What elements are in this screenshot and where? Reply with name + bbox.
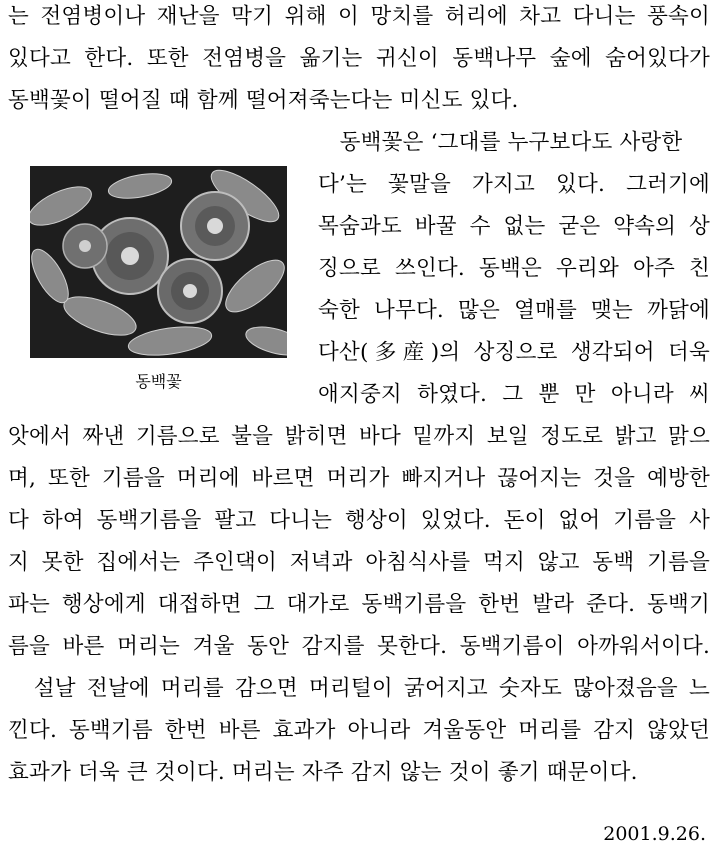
text-line: 파는 행상에게 대접하면 그 대가로 동백기름을 한번 발라 준다. 동백기 [8,592,710,617]
text-line: 앗에서 짜낸 기름으로 불을 밝히면 바다 밑까지 보일 정도로 밝고 맑으 [8,424,710,449]
text-line: 있다고 한다. 또한 전염병을 옮기는 귀신이 동백나무 숲에 숨어있다가 [8,46,710,71]
figure-caption: 동백꽃 [135,372,182,391]
text-line: 징으로 쓰인다. 동백은 우리와 아주 친 [318,256,710,281]
text-line: 애지중지 하였다. 그 뿐 만 아니라 씨 [318,382,710,407]
text-line: 지 못한 집에서는 주인댁이 저녁과 아침식사를 먹지 않고 동백 기름을 [8,550,710,575]
text-line: 숙한 나무다. 많은 열매를 맺는 까닭에 [318,298,710,323]
text-line: 효과가 더욱 큰 것이다. 머리는 자주 감지 않는 것이 좋기 때문이다. [8,760,638,785]
text-line: 름을 바른 머리는 겨울 동안 감지를 못한다. 동백기름이 아까워서이다. [8,634,710,659]
camellia-photo [30,166,287,358]
text-line: 는 전염병이나 재난을 막기 위해 이 망치를 허리에 차고 다니는 풍속이 [8,4,710,29]
text-line: 낀다. 동백기름 한번 바른 효과가 아니라 겨울동안 머리를 감지 않았던 [8,718,710,743]
text-line: 목숨과도 바꿀 수 없는 굳은 약속의 상 [318,214,710,239]
text-line: 동백꽃은 ‘그대를 누구보다도 사랑한 [318,130,683,155]
text-line: 며, 또한 기름을 머리에 바르면 머리가 빠지거나 끊어지는 것을 예방한 [8,466,710,491]
text-line: 동백꽃이 떨어질 때 함께 떨어져죽는다는 미신도 있다. [8,88,519,113]
text-line: 다’는 꽃말을 가지고 있다. 그러기에 [318,172,710,197]
text-line: 다산(多産)의 상징으로 생각되어 더욱 [318,340,710,365]
text-line: 다 하여 동백기름을 팔고 다니는 행상이 있었다. 돈이 없어 기름을 사 [8,508,710,533]
text-line: 설날 전날에 머리를 감으면 머리털이 굵어지고 숫자도 많아졌음을 느 [8,676,710,701]
camellia-photo-icon [30,166,287,358]
document-date: 2001.9.26. [603,823,706,845]
